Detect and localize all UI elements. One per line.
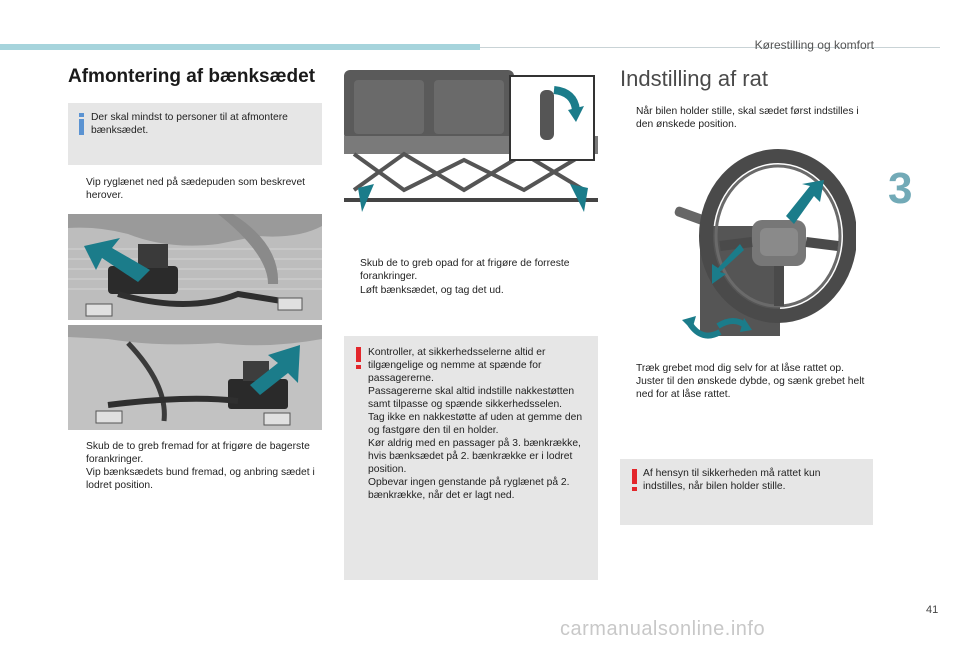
instruction-adjust-seat-first: Når bilen holder stille, skal sædet først indstilles i den ønskede position.: [636, 106, 859, 130]
section-title-steering-wheel: Indstilling af rat: [620, 66, 768, 91]
instruction-push-levers-forward: Skub de to greb fremad for at frigøre de bagerste forankringer.: [86, 441, 310, 465]
page-number: 41: [926, 604, 939, 616]
instruction-tilt-seat-base: Vip bænksædets bund fremad, og anbring sædet i lodret position.: [86, 467, 315, 491]
info-icon: [78, 113, 85, 135]
warning-icon: [632, 469, 638, 491]
header-accent-bar: [0, 44, 480, 50]
chapter-number: 3: [888, 164, 913, 213]
info-text: Der skal mindst to personer til at afmontere bænksædet.: [91, 112, 288, 136]
image-bench-front-anchors: [344, 70, 598, 230]
image-rear-lever-2: [68, 325, 322, 430]
instruction-tilt-backrest: Vip ryglænet ned på sædepuden som beskrevet herover.: [86, 177, 306, 201]
watermark: carmanualsonline.info: [560, 618, 766, 640]
section-header: Kørestilling og komfort: [754, 38, 874, 52]
instruction-adjust-depth: Juster til den ønskede dybde, og sænk grebet helt ned for at låse rattet.: [636, 376, 865, 400]
image-rear-lever-1: [68, 214, 322, 320]
instruction-push-levers-up: Skub de to greb opad for at frigøre de forreste forankringer.: [360, 258, 570, 282]
page-title-bench-removal: Afmontering af bænksædet: [68, 66, 316, 87]
warning-icon: [356, 347, 362, 369]
image-steering-wheel: [660, 146, 856, 348]
warning-text-seatbelts: Kontroller, at sikkerhedsselerne altid er tilgængelige og nemme at spænde for passagererne. Passagererne skal altid indstille nakkestøtten samt tilpasse og spænde sikkerhedsselen. Tag ikke en nakkestøtte af uden at gemme den og fastgøre den til en holder. Kør aldrig med en passager på 3. bænkrække, hvis bænksædet på 2. bænkrække er i lodret position. Opbevar ingen genstande på ryglænet på 2. bænkrække, når det er lagt ned.: [368, 347, 583, 501]
instruction-pull-lever: Træk grebet mod dig selv for at låse rattet op.: [636, 363, 844, 374]
instruction-lift-bench: Løft bænksædet, og tag det ud.: [360, 285, 504, 296]
warning-text-steering: Af hensyn til sikkerheden må rattet kun indstilles, når bilen holder stille.: [643, 468, 821, 492]
